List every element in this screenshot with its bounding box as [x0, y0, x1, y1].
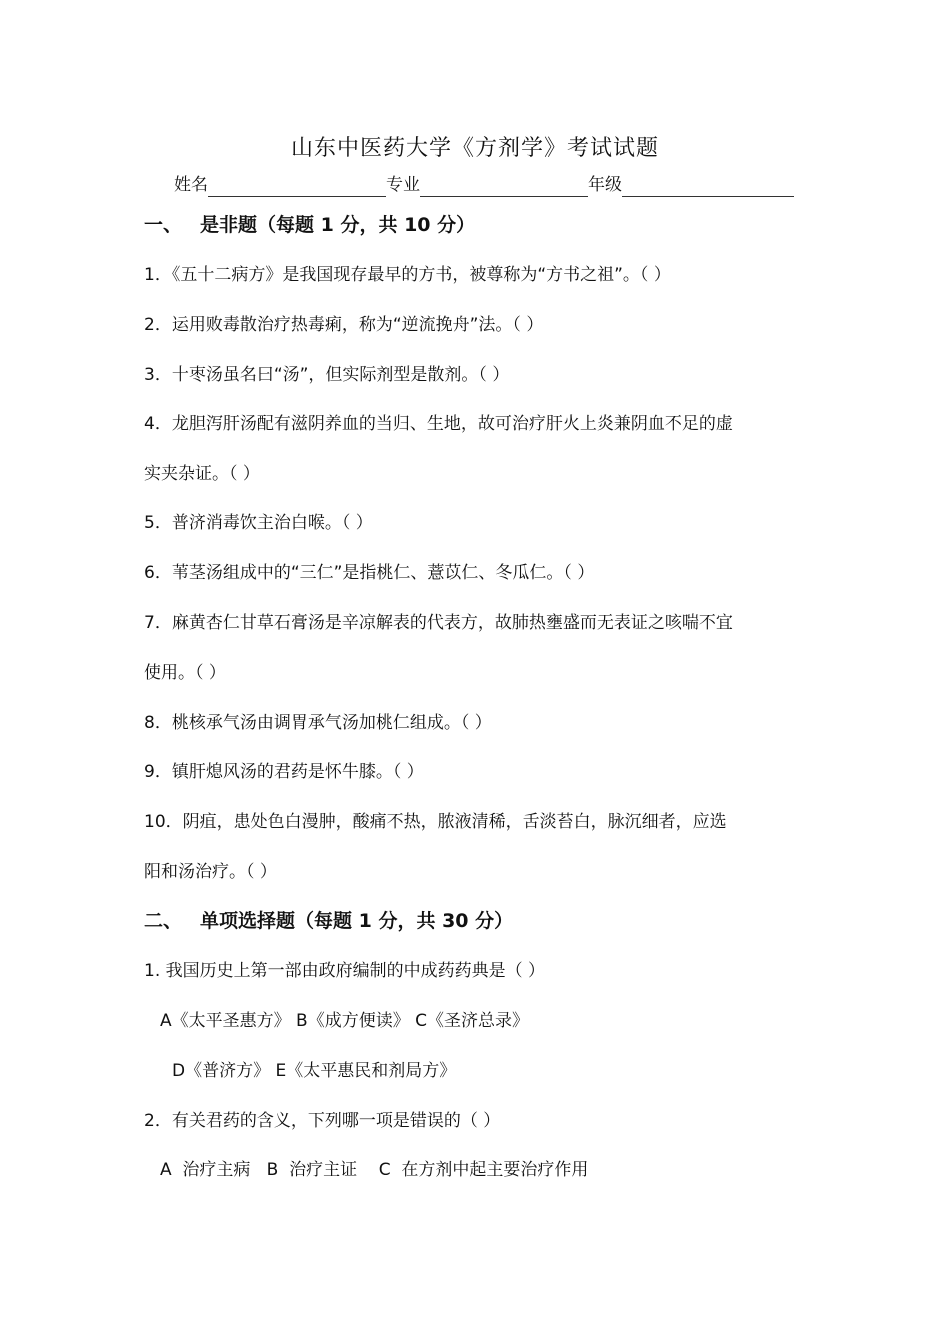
choice-options: D《普济方》 E《太平惠民和剂局方》	[172, 1061, 457, 1081]
grade-label: 年级	[588, 175, 622, 195]
section-number: 一、	[144, 214, 183, 236]
choice-options: A 治疗主病 B 治疗主证 C 在方剂中起主要治疗作用	[160, 1160, 589, 1180]
student-info-row	[174, 173, 794, 197]
question-line: 2．运用败毒散治疗热毒痢，称为“逆流挽舟”法。（ ）	[144, 315, 544, 335]
question-line: 3．十枣汤虽名曰“汤”，但实际剂型是散剂。（ ）	[144, 365, 510, 385]
major-label: 专业	[386, 175, 420, 195]
question-line: 5．普济消毒饮主治白喉。（ ）	[144, 513, 373, 533]
question-line: 6．苇茎汤组成中的“三仁”是指桃仁、薏苡仁、冬瓜仁。（ ）	[144, 563, 595, 583]
question-line-continued: 使用。（ ）	[144, 663, 226, 683]
section-heading-single-choice	[144, 907, 513, 935]
choice-question: 1. 我国历史上第一部由政府编制的中成药药典是（ ）	[144, 961, 546, 981]
section-title: 单项选择题（每题 1 分，共 30 分）	[200, 910, 514, 932]
question-line: 9．镇肝熄风汤的君药是怀牛膝。（ ）	[144, 762, 424, 782]
choice-question: 2．有关君药的含义，下列哪一项是错误的（ ）	[144, 1111, 501, 1131]
name-label: 姓名	[174, 175, 208, 195]
name-blank	[208, 176, 386, 197]
section-title: 是非题（每题 1 分，共 10 分）	[200, 214, 476, 236]
question-line: 8．桃核承气汤由调胃承气汤加桃仁组成。（ ）	[144, 713, 492, 733]
choice-options: A《太平圣惠方》 B《成方便读》 C《圣济总录》	[160, 1011, 529, 1031]
question-line: 7．麻黄杏仁甘草石膏汤是辛凉解表的代表方，故肺热壅盛而无表证之咳喘不宜	[144, 613, 733, 633]
question-line-continued: 实夹杂证。（ ）	[144, 464, 260, 484]
question-line: 1．《五十二病方》是我国现存最早的方书，被尊称为“方书之祖”。（ ）	[144, 265, 671, 285]
question-line: 4．龙胆泻肝汤配有滋阴养血的当归、生地，故可治疗肝火上炎兼阴血不足的虚	[144, 414, 733, 434]
question-line-continued: 阳和汤治疗。（ ）	[144, 862, 277, 882]
question-line: 10．阴疽，患处色白漫肿，酸痛不热，脓液清稀，舌淡苔白，脉沉细者，应选	[144, 812, 727, 832]
major-blank	[420, 176, 588, 197]
section-number: 二、	[144, 910, 183, 932]
section-heading-true-false	[144, 211, 475, 239]
exam-title: 山东中医药大学《方剂学》考试试题	[290, 136, 659, 161]
grade-blank	[622, 176, 794, 197]
